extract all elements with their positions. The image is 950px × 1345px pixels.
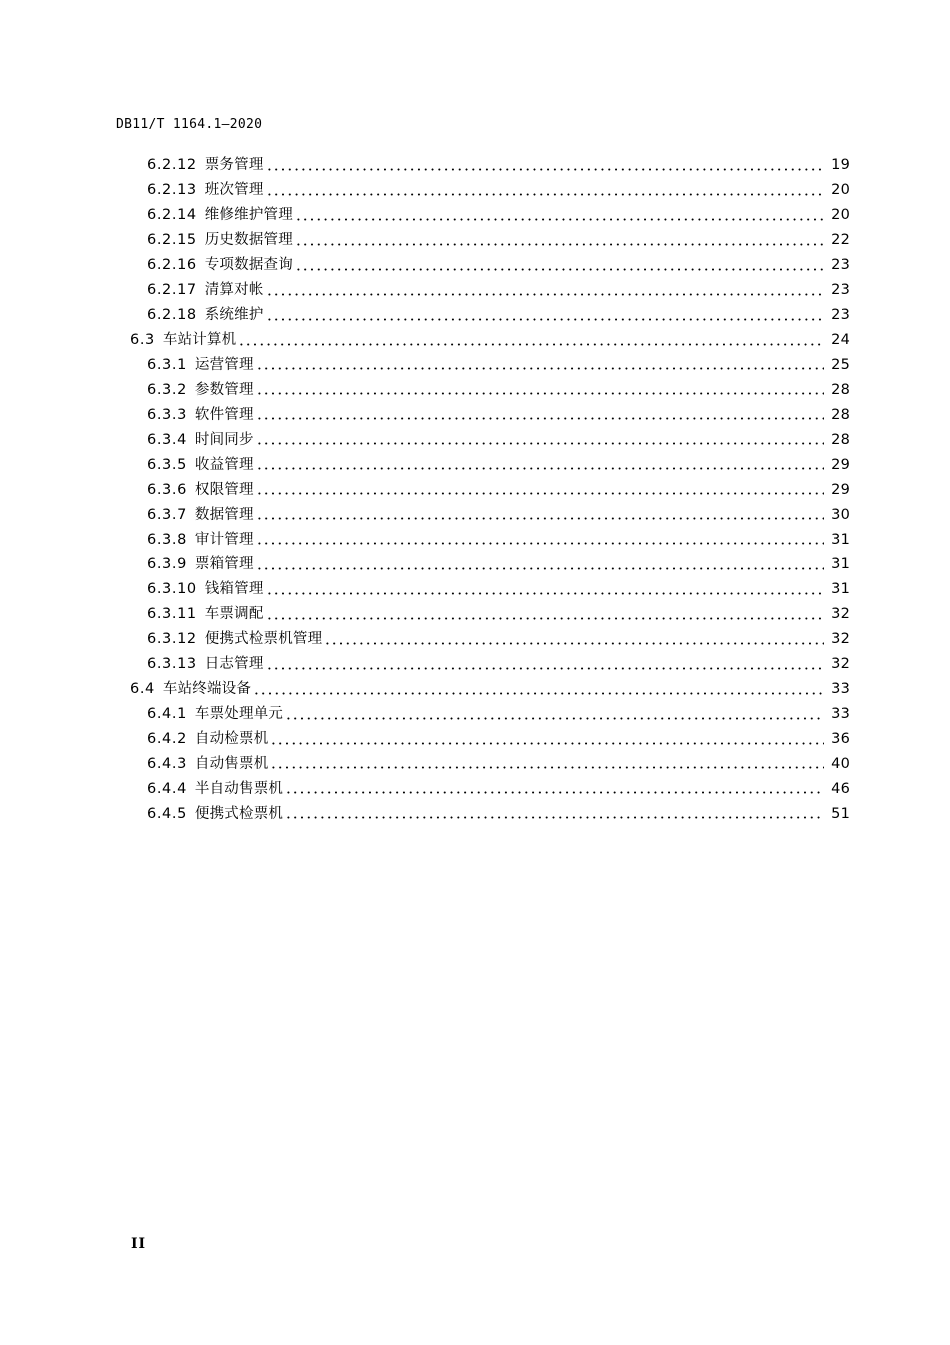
- toc-entry-title: 自动检票机: [194, 731, 269, 748]
- toc-entry-title: 自动售票机: [194, 755, 269, 772]
- toc-entry-page: 46: [831, 780, 850, 797]
- toc-entry-number: 6.4.4: [147, 780, 187, 797]
- toc-entry-page: 36: [831, 731, 850, 748]
- toc-entry-page: 23: [831, 282, 850, 299]
- page-number: II: [131, 1236, 147, 1252]
- toc-entry-number: 6.4.1: [147, 706, 187, 723]
- toc-entry-title: 票务管理: [204, 157, 264, 174]
- toc-entry-page: 29: [831, 481, 850, 498]
- toc-entry-page: 28: [831, 406, 850, 423]
- toc-dot-leader: [295, 218, 824, 221]
- toc-entry-title: 时间同步: [194, 431, 254, 448]
- toc-dot-leader: [270, 742, 824, 745]
- toc-dot-leader: [256, 442, 824, 445]
- toc-dot-leader: [256, 567, 824, 570]
- toc-entry-page: 33: [831, 706, 850, 723]
- toc-entry-number: 6.2.17: [147, 282, 197, 299]
- toc-dot-leader: [266, 193, 824, 196]
- toc-dot-leader: [285, 816, 824, 819]
- toc-entry[interactable]: [0, 228, 950, 253]
- toc-dot-leader: [266, 617, 824, 620]
- toc-entry[interactable]: [0, 178, 950, 203]
- toc-entry-number: 6.3.1: [147, 356, 187, 373]
- toc-entry-title: 收益管理: [194, 456, 254, 473]
- toc-entry-title: 钱箱管理: [204, 581, 264, 598]
- toc-entry[interactable]: [0, 203, 950, 228]
- toc-entry[interactable]: [0, 552, 950, 577]
- toc-entry-page: 24: [831, 332, 850, 349]
- toc-entry-page: 51: [831, 805, 850, 822]
- toc-dot-leader: [256, 517, 824, 520]
- toc-entry-number: 6.3.7: [147, 506, 187, 523]
- toc-entry-title: 车票调配: [204, 606, 264, 623]
- toc-entry[interactable]: [0, 776, 950, 801]
- toc-entry-number: 6.3.8: [147, 531, 187, 548]
- toc-dot-leader: [266, 318, 824, 321]
- toc-dot-leader: [266, 293, 824, 296]
- toc-entry-number: 6.4.5: [147, 805, 187, 822]
- toc-entry-title: 便携式检票机: [194, 805, 284, 822]
- toc-entry-page: 31: [831, 556, 850, 573]
- toc-entry[interactable]: [0, 602, 950, 627]
- toc-entry-page: 31: [831, 581, 850, 598]
- toc-entry-number: 6.3.3: [147, 406, 187, 423]
- toc-entry[interactable]: [0, 452, 950, 477]
- toc-entry[interactable]: [0, 303, 950, 328]
- toc-entry-title: 历史数据管理: [204, 232, 293, 249]
- toc-dot-leader: [285, 717, 824, 720]
- toc-entry-title: 车站终端设备: [162, 681, 252, 698]
- table-of-contents: [0, 153, 950, 826]
- toc-dot-leader: [270, 766, 824, 769]
- toc-dot-leader: [256, 417, 824, 420]
- toc-entry[interactable]: [0, 502, 950, 527]
- toc-entry-number: 6.3.9: [147, 556, 187, 573]
- toc-entry[interactable]: [0, 527, 950, 552]
- toc-entry[interactable]: [0, 377, 950, 402]
- toc-entry-number: 6.2.14: [147, 207, 197, 224]
- toc-entry-number: 6.3.10: [147, 581, 197, 598]
- toc-entry-title: 运营管理: [194, 356, 254, 373]
- toc-entry-title: 票箱管理: [194, 556, 254, 573]
- toc-entry-page: 20: [831, 207, 850, 224]
- toc-entry-page: 33: [831, 681, 850, 698]
- document-code-header: DB11/T 1164.1—2020: [116, 117, 263, 132]
- toc-entry-number: 6.3.5: [147, 456, 187, 473]
- toc-entry[interactable]: [0, 627, 950, 652]
- toc-entry[interactable]: [0, 752, 950, 777]
- toc-entry-title: 日志管理: [204, 656, 264, 673]
- toc-entry-number: 6.3.13: [147, 656, 197, 673]
- toc-entry-number: 6.4: [130, 681, 155, 698]
- toc-dot-leader: [253, 692, 824, 695]
- toc-entry-number: 6.2.13: [147, 182, 197, 199]
- toc-entry-title: 审计管理: [194, 531, 254, 548]
- toc-entry-page: 30: [831, 506, 850, 523]
- toc-entry[interactable]: [0, 353, 950, 378]
- toc-entry-page: 19: [831, 157, 850, 174]
- toc-entry-page: 32: [831, 606, 850, 623]
- toc-entry-number: 6.2.15: [147, 232, 197, 249]
- toc-entry-title: 清算对帐: [204, 282, 264, 299]
- toc-entry-page: 25: [831, 356, 850, 373]
- toc-entry[interactable]: [0, 153, 950, 178]
- toc-entry-page: 31: [831, 531, 850, 548]
- toc-entry-page: 20: [831, 182, 850, 199]
- toc-entry-number: 6.3: [130, 332, 155, 349]
- toc-entry-number: 6.2.18: [147, 307, 197, 324]
- toc-entry[interactable]: [0, 402, 950, 427]
- toc-entry-title: 参数管理: [194, 381, 254, 398]
- toc-entry[interactable]: [0, 702, 950, 727]
- toc-dot-leader: [266, 667, 824, 670]
- toc-entry-title: 专项数据查询: [204, 257, 293, 274]
- toc-entry-page: 32: [831, 631, 850, 648]
- toc-entry-number: 6.3.4: [147, 431, 187, 448]
- toc-entry-number: 6.3.12: [147, 631, 197, 648]
- toc-entry-title: 便携式检票机管理: [204, 631, 323, 648]
- toc-dot-leader: [295, 243, 824, 246]
- toc-entry[interactable]: [0, 477, 950, 502]
- toc-entry[interactable]: [0, 253, 950, 278]
- toc-dot-leader: [324, 642, 824, 645]
- toc-entry-title: 班次管理: [204, 182, 264, 199]
- toc-entry-number: 6.4.2: [147, 731, 187, 748]
- toc-entry-page: 22: [831, 232, 850, 249]
- toc-entry[interactable]: [0, 801, 950, 826]
- toc-entry-page: 23: [831, 257, 850, 274]
- toc-dot-leader: [256, 367, 824, 370]
- toc-dot-leader: [266, 592, 824, 595]
- toc-dot-leader: [295, 268, 824, 271]
- toc-dot-leader: [256, 542, 824, 545]
- toc-entry[interactable]: [0, 328, 950, 353]
- toc-dot-leader: [256, 492, 824, 495]
- toc-dot-leader: [285, 791, 824, 794]
- toc-entry-title: 维修维护管理: [204, 207, 293, 224]
- toc-entry-number: 6.3.2: [147, 381, 187, 398]
- toc-entry-title: 车站计算机: [162, 332, 237, 349]
- toc-entry-title: 软件管理: [194, 406, 254, 423]
- toc-entry-page: 23: [831, 307, 850, 324]
- toc-entry-number: 6.4.3: [147, 755, 187, 772]
- toc-dot-leader: [238, 343, 824, 346]
- toc-entry-page: 28: [831, 381, 850, 398]
- toc-entry-page: 29: [831, 456, 850, 473]
- toc-entry[interactable]: [0, 677, 950, 702]
- toc-entry-title: 数据管理: [194, 506, 254, 523]
- toc-entry[interactable]: [0, 727, 950, 752]
- toc-dot-leader: [266, 168, 824, 171]
- toc-entry-title: 半自动售票机: [194, 780, 284, 797]
- toc-entry-number: 6.2.12: [147, 157, 197, 174]
- toc-entry-number: 6.3.6: [147, 481, 187, 498]
- toc-dot-leader: [256, 392, 824, 395]
- toc-entry-page: 28: [831, 431, 850, 448]
- toc-entry-title: 系统维护: [204, 307, 264, 324]
- toc-entry-title: 权限管理: [194, 481, 254, 498]
- toc-entry-number: 6.2.16: [147, 257, 197, 274]
- toc-entry[interactable]: [0, 427, 950, 452]
- toc-entry-page: 40: [831, 755, 850, 772]
- toc-entry-title: 车票处理单元: [194, 706, 284, 723]
- toc-dot-leader: [256, 467, 824, 470]
- toc-entry[interactable]: [0, 577, 950, 602]
- toc-entry[interactable]: [0, 278, 950, 303]
- toc-entry-number: 6.3.11: [147, 606, 197, 623]
- toc-entry-page: 32: [831, 656, 850, 673]
- toc-entry[interactable]: [0, 652, 950, 677]
